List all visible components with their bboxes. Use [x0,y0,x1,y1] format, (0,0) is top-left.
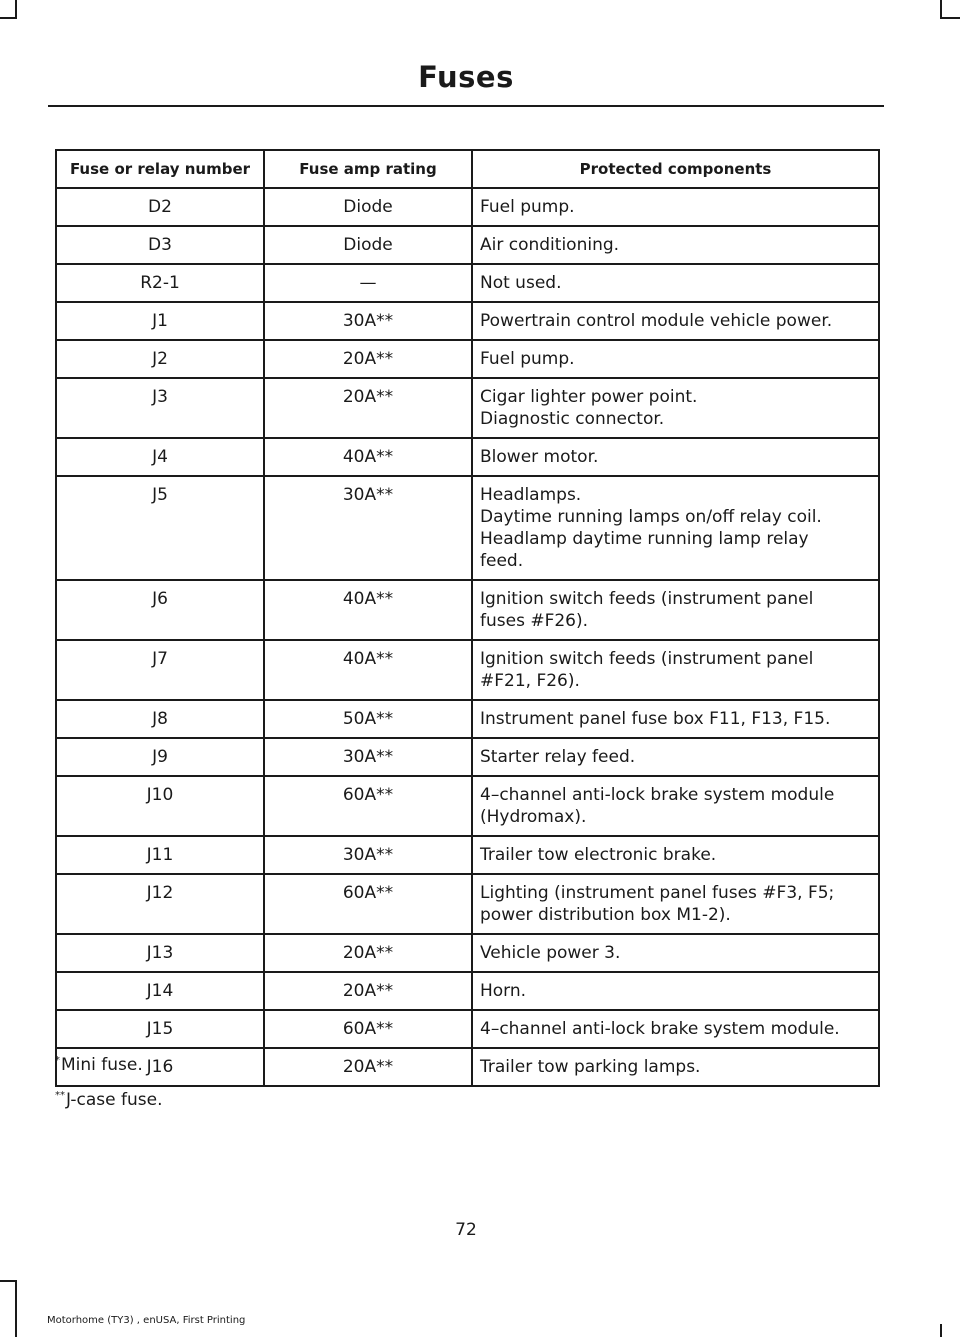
component-line: 4–channel anti-lock brake system module [480,785,835,805]
header-fuse-number: Fuse or relay number [56,150,264,188]
component-line: Instrument panel fuse box F11, F13, F15. [480,709,831,729]
protected-components-cell [472,836,879,874]
footnote-j-case-fuse [55,1090,163,1110]
protected-components-cell [472,378,879,438]
protected-components-cell [472,700,879,738]
fuse-table-body [56,188,879,1086]
component-line: Vehicle power 3. [480,943,621,963]
amp-rating-cell: 30A** [264,836,472,874]
protected-components-cell [472,874,879,934]
table-row [56,340,879,378]
table-row [56,836,879,874]
footnote-text: J-case fuse. [66,1090,163,1110]
protected-components-cell [472,476,879,580]
component-line: Trailer tow electronic brake. [480,845,717,865]
protected-components-cell [472,738,879,776]
component-line: Blower motor. [480,447,599,467]
table-row [56,700,879,738]
table-row [56,738,879,776]
table-row [56,476,879,580]
title-divider [48,105,884,107]
component-line: #F21, F26). [480,671,580,691]
page-number: 72 [455,1220,477,1240]
amp-rating-cell: 20A** [264,378,472,438]
crop-mark-top-right-h [940,17,960,19]
component-line: Not used. [480,273,562,293]
crop-mark-top-left-v [15,0,17,18]
protected-components-cell [472,934,879,972]
component-line: Starter relay feed. [480,747,636,767]
protected-components-cell [472,1048,879,1086]
amp-rating-cell: 30A** [264,476,472,580]
fuse-number-cell: J10 [56,776,264,836]
crop-mark-top-left-h [0,17,17,19]
protected-components-cell [472,972,879,1010]
protected-components-cell [472,188,879,226]
table-row [56,776,879,836]
header-amp-rating: Fuse amp rating [264,150,472,188]
footnote-mini-fuse [55,1055,143,1075]
component-line: (Hydromax). [480,807,587,827]
component-line: Ignition switch feeds (instrument panel [480,649,814,669]
amp-rating-cell: 20A** [264,972,472,1010]
fuse-number-cell: J8 [56,700,264,738]
fuse-number-cell: J12 [56,874,264,934]
component-line: Trailer tow parking lamps. [480,1057,701,1077]
footnote-mark: ** [55,1090,65,1101]
table-row [56,640,879,700]
amp-rating-cell: 30A** [264,302,472,340]
amp-rating-cell: 40A** [264,438,472,476]
component-line: Powertrain control module vehicle power. [480,311,833,331]
table-row [56,302,879,340]
fuse-number-cell: J9 [56,738,264,776]
amp-rating-cell: 30A** [264,738,472,776]
table-row [56,378,879,438]
fuse-number-cell: J3 [56,378,264,438]
table-row [56,188,879,226]
protected-components-cell [472,640,879,700]
amp-rating-cell: Diode [264,188,472,226]
amp-rating-cell: 20A** [264,340,472,378]
protected-components-cell [472,226,879,264]
table-row [56,226,879,264]
amp-rating-cell: — [264,264,472,302]
crop-mark-bottom-left-h [0,1280,17,1282]
crop-mark-bottom-left-v [15,1280,17,1337]
protected-components-cell [472,264,879,302]
crop-mark-bottom-right-v [940,1324,942,1337]
component-line: Headlamp daytime running lamp relay [480,529,809,549]
table-row [56,438,879,476]
fuse-number-cell: J11 [56,836,264,874]
fuse-table [55,149,880,1087]
component-line: Air conditioning. [480,235,620,255]
protected-components-cell [472,438,879,476]
fuse-number-cell: J4 [56,438,264,476]
crop-mark-top-right-v [940,0,942,18]
component-line: Fuel pump. [480,197,575,217]
amp-rating-cell: 20A** [264,1048,472,1086]
table-header-row [56,150,879,188]
fuse-number-cell: J14 [56,972,264,1010]
protected-components-cell [472,302,879,340]
component-line: 4–channel anti-lock brake system module. [480,1019,840,1039]
protected-components-cell [472,340,879,378]
component-line: Cigar lighter power point. [480,387,698,407]
amp-rating-cell: 20A** [264,934,472,972]
protected-components-cell [472,1010,879,1048]
page-title: Fuses [418,60,514,94]
table-row [56,264,879,302]
header-protected-components: Protected components [472,150,879,188]
table-row [56,1010,879,1048]
component-line: Horn. [480,981,527,1001]
component-line: Headlamps. [480,485,582,505]
amp-rating-cell: Diode [264,226,472,264]
table-row [56,580,879,640]
component-line: Fuel pump. [480,349,575,369]
amp-rating-cell: 60A** [264,776,472,836]
amp-rating-cell: 50A** [264,700,472,738]
fuse-number-cell: J15 [56,1010,264,1048]
component-line: Diagnostic connector. [480,409,665,429]
table-row [56,972,879,1010]
amp-rating-cell: 60A** [264,874,472,934]
amp-rating-cell: 40A** [264,640,472,700]
table-row [56,1048,879,1086]
fuse-number-cell: J7 [56,640,264,700]
fuse-number-cell: J1 [56,302,264,340]
component-line: power distribution box M1-2). [480,905,731,925]
table-row [56,874,879,934]
fuse-number-cell: J5 [56,476,264,580]
component-line: Lighting (instrument panel fuses #F3, F5; [480,883,835,903]
amp-rating-cell: 60A** [264,1010,472,1048]
fuse-number-cell: R2-1 [56,264,264,302]
component-line: fuses #F26). [480,611,589,631]
footnote-text: Mini fuse. [61,1055,143,1075]
amp-rating-cell: 40A** [264,580,472,640]
fuse-number-cell: J13 [56,934,264,972]
protected-components-cell [472,580,879,640]
table-row [56,934,879,972]
fuse-number-cell: J6 [56,580,264,640]
footnote-mark: * [55,1055,60,1066]
footer-edition: Motorhome (TY3) , enUSA, First Printing [47,1315,246,1326]
component-line: Daytime running lamps on/off relay coil. [480,507,822,527]
fuse-number-cell: D3 [56,226,264,264]
component-line: feed. [480,551,524,571]
fuse-number-cell: J16 [56,1048,264,1086]
fuse-number-cell: J2 [56,340,264,378]
protected-components-cell [472,776,879,836]
component-line: Ignition switch feeds (instrument panel [480,589,814,609]
fuse-number-cell: D2 [56,188,264,226]
